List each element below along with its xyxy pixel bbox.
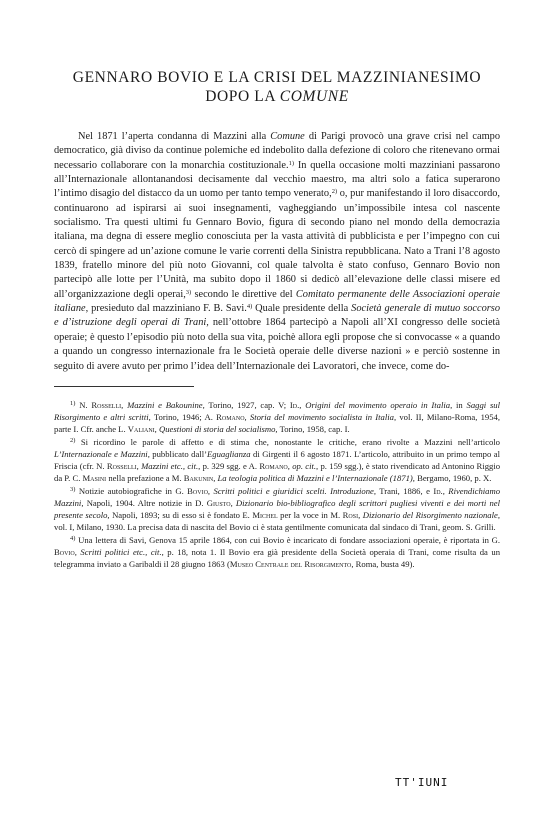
author-name: Rosi <box>342 510 359 521</box>
work-title: Origini del movimento operaio in Italia <box>305 399 451 410</box>
footnote-ref: 3) <box>185 288 192 296</box>
note-text: di Girgenti il 6 agosto 1871. L’articolo, attribuito in un primo tempo al Friscia (cfr. N. <box>54 448 500 472</box>
work-title: Saggi sul Risorgimento e altri scritti <box>54 399 501 423</box>
author-name: Romano <box>216 412 245 423</box>
author-name: Bovio <box>187 485 208 496</box>
work-title: Dizionario bio-bibliografico degli scrittori pugliesi viventi e dei morti nel presente secolo <box>54 497 500 521</box>
note-text: Notizie autobiografiche in G. <box>75 485 188 496</box>
library-stamp: TT'IUNI <box>395 776 449 789</box>
work-title: Questioni di storia del socialismo <box>158 424 276 435</box>
note-text: per la voce in M. <box>277 510 343 521</box>
note-text: , <box>213 473 218 484</box>
work-title: La teologia politica di Mazzini e l’Internazionale (1871) <box>217 473 413 484</box>
note-text: , <box>74 546 81 557</box>
note-text: , vol. I, Milano, 1930. La precisa data di nascita del Bovio ci è stata gentilmente comunicata dal sindaco di Trani, geom. S. Grilli. <box>54 510 500 533</box>
note-text: , <box>121 399 128 410</box>
note-text: Una lettera di Savi, Genova 15 aprile 1864, con cui Bovio è incaricato di fondare associazioni operaie, è riportata in G. <box>75 534 500 545</box>
footnote-mark: 4) <box>70 534 76 542</box>
author-name: Michel <box>252 510 278 521</box>
footnote-4 <box>54 534 500 571</box>
footnote-3 <box>54 485 500 534</box>
note-text: , p. 18, nota 1. Il Bovio era già presidente della Società operaia di Trani, come risulta da un telegramma inviato a Garibaldi il 28 giugno 1863 ( <box>54 546 501 570</box>
body-text: secondo le direttive del <box>191 288 296 300</box>
author-name: Masini <box>82 473 107 484</box>
body-text: Quale presidente della <box>252 303 352 315</box>
note-text: , <box>136 461 142 472</box>
footnote-2 <box>54 436 500 485</box>
work-title: op. cit. <box>292 461 317 472</box>
note-text: , <box>287 461 293 472</box>
note-text: nella prefazione a M. <box>106 473 184 484</box>
author-name: Id. <box>289 399 300 410</box>
note-text: , p. 329 sgg. e A. <box>198 461 260 472</box>
footnote-1 <box>54 399 500 436</box>
body-text: nell’ottobre 1864 partecipò a Napoli all’XI congresso delle società operaie; è questo l’episodio più noto della sua vita, poichè allora egli propose che si convocasse « a quando a quando un congresso internazionale fra le Società operaie delle diverse nazioni » e perciò sostenne in seguito di avere avuto per primo l’idea dell’Internazionale dei Lavoratori, che invece, come do- <box>54 317 500 372</box>
archive-name: Museo Centrale del Risorgimento <box>229 559 352 570</box>
author-name: Valiani <box>127 424 155 435</box>
title-line-2: DOPO LA <box>205 88 280 105</box>
body-paragraph <box>54 130 500 374</box>
body-text: di Parigi provocò una grave crisi nel campo democratico, già diviso da continue polemiche ed indebolito dalla defezione di coloro che ritenevano ormai necessario collaborare con la monarchia costituzionale. <box>54 131 500 171</box>
footnote-ref: 2) <box>331 188 338 196</box>
work-title: Eguaglianza <box>206 448 251 459</box>
author-name: Romano <box>259 461 288 472</box>
footnote-mark: 3) <box>70 485 76 493</box>
title-line-1: GENNARO BOVIO E LA CRISI DEL MAZZINIANESIMO <box>72 69 482 86</box>
note-text: , Torino, 1946; A. <box>148 412 217 423</box>
note-text: , <box>230 497 236 508</box>
footnote-ref: 1) <box>288 159 295 167</box>
footnote-rule <box>54 386 194 387</box>
footnotes <box>54 399 500 571</box>
note-text: , <box>207 485 214 496</box>
work-title: Scritti politici etc., cit. <box>80 546 162 557</box>
note-text: , Torino, 1927, cap. V; <box>202 399 290 410</box>
body-text: In quella occasione molti mazziniani passarono all’Internazionale allontanandosi decisamente dal vecchio maestro, ma altri solo a fatica superarono l’intimo disagio del distacco da un uomo per tanto tempo venerato, <box>54 159 500 200</box>
footnote-mark: 2) <box>70 436 76 444</box>
body-text: Nel 1871 l’aperta condanna di Mazzini alla <box>78 131 271 142</box>
work-title: Mazzini etc., cit. <box>141 461 199 472</box>
note-text: , Bergamo, 1960, p. X. <box>412 473 492 484</box>
author-name: Giusto <box>206 497 231 508</box>
note-text: , <box>442 485 449 496</box>
body-italic: Comune <box>270 131 305 142</box>
note-text: , p. 159 sgg.), è stato rivendicato ad Antonino Riggio da P. C. <box>54 461 501 484</box>
footnote-mark: 1) <box>70 399 76 407</box>
page <box>54 68 500 570</box>
work-title: Storia del movimento socialista in Italia <box>249 412 394 423</box>
author-name: Bovio <box>54 546 75 557</box>
body-text: o, pur manifestando il loro disaccordo, continuarono ad ispirarsi ai suoi insegnamenti, vagheggiando un’impossibile intesa col nascente socialismo. Tra questi ultimi fu Gennaro Bovio, figura di secondo piano nel mondo della democrazia italiana, ma degna di essere meglio conosciuta per la vasta attività di pubblicista e per l’impegno con cui cercò di spingere ad un’azione comune le varie correnti della Sinistra repubblicana. Nato a Trani l’8 agosto 1839, fratello minore del più noto Giovanni, col quale talvolta è stato confuso, Gennaro Bovio non partecipò alle lotte per l’Unità, ma subito dopo il 1860 si dedicò all’elevazione delle classi misere ed all’organizzazione degli operai, <box>54 188 501 300</box>
note-text: , pubblicato dall’ <box>147 448 207 459</box>
note-text: , Napoli, 1904. Altre notizie in D. <box>81 497 207 508</box>
title-comune: COMUNE <box>279 88 349 105</box>
note-text: N. <box>75 399 92 410</box>
body-italic: Comitato permanente delle Associazioni operaie italiane, <box>54 288 500 315</box>
work-title: Scritti politici e giuridici scelti. Introduzione <box>213 485 374 496</box>
body-italic: Società generale di mutuo soccorso e d’istruzione degli operai di Trani, <box>54 303 500 329</box>
note-text: , in <box>450 399 467 410</box>
work-title: Dizionario del Risorgimento nazionale <box>362 510 498 521</box>
work-title: L’Internazionale e Mazzini <box>54 448 148 459</box>
note-text: , <box>244 412 250 423</box>
note-text: , Trani, 1886, e <box>373 485 434 496</box>
note-text: , Torino, 1958, cap. I. <box>275 424 350 435</box>
author-name: Bakunin <box>183 473 214 484</box>
note-text: , Napoli, 1893; su di esso si è fondato E. <box>107 510 253 521</box>
author-name: Rosselli <box>106 461 137 472</box>
work-title: Mazzini e Bakounine <box>127 399 203 410</box>
article-title <box>54 68 500 106</box>
note-text: , <box>358 510 363 521</box>
note-text: , <box>299 399 306 410</box>
author-name: Id. <box>433 485 443 496</box>
note-text: , Roma, busta 49). <box>351 559 415 570</box>
work-title: Rivendichiamo Mazzini <box>54 485 501 508</box>
author-name: Rosselli <box>91 399 122 410</box>
body-text: presieduto dal mazziniano F. B. Savi. <box>88 303 247 315</box>
note-text: , <box>154 424 159 435</box>
footnote-ref: 4) <box>246 303 253 311</box>
note-text: Si ricordino le parole di affetto e di stima che, nonostante le critiche, erano rivolte a Mazzini nell’articolo <box>75 436 500 447</box>
note-text: , vol. II, Milano-Roma, 1954, parte I. Cfr. anche L. <box>54 412 500 435</box>
